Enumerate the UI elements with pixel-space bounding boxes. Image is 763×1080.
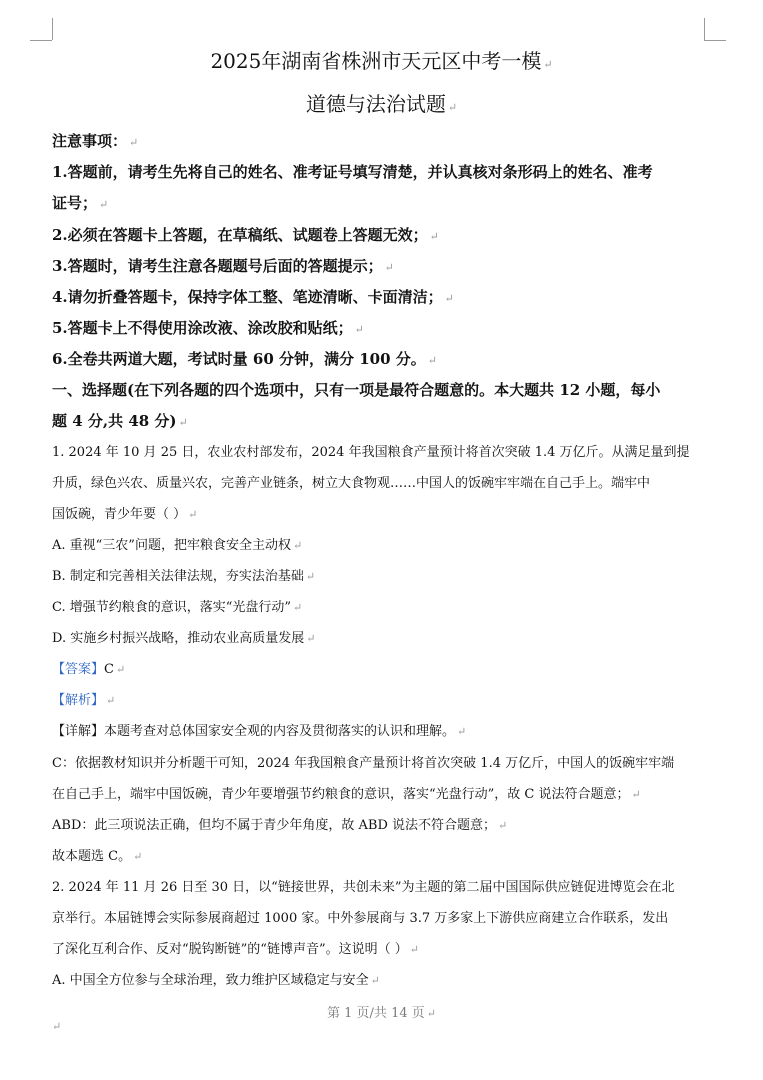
note-line: 5.答题卡上不得使用涂改液、涂改胶和贴纸； ↵ [52,319,364,337]
section-heading: 题 4 分,共 48 分) ↵ [52,412,188,430]
answer-line: 【答案】C ↵ [52,662,126,677]
explanation-line: 故本题选 C。 ↵ [52,849,143,864]
note-line: 2.必须在答题卡上答题，在草稿纸、试题卷上答题无效； ↵ [52,226,439,244]
notes-heading: 注意事项： ↵ [52,132,139,150]
end-paragraph-mark: ↵ [52,1020,62,1033]
crop-mark-top-right [704,18,705,40]
detail-label: 【详解】 [52,724,105,739]
explanation-line: 在自己手上，端牢中国饭碗，青少年要增强节约粮食的意识，落实“光盘行动”，故 C 说法符合题意； ↵ [52,787,641,802]
document-subtitle: 道德与法治试题 ↵ [305,92,458,116]
question-1-option-d: D. 实施乡村振兴战略，推动农业高质量发展 ↵ [52,631,316,646]
question-2-stem: 京举行。本届链博会实际参展商超过 1000 家。中外参展商与 3.7 万多家上下游供应商建立合作联系，发出 [52,911,669,926]
note-line: 4.请勿折叠答题卡，保持字体工整、笔迹清晰、卡面清洁； ↵ [52,288,454,306]
question-1-stem: 1. 2024 年 10 月 25 日，农业农村部发布，2024 年我国粮食产量预计将首次突破 1.4 万亿斤。从满足量到提 [52,445,690,460]
question-1-option-c: C. 增强节约粮食的意识，落实“光盘行动” ↵ [52,600,303,615]
page-footer: 第 1 页/共 14 页 ↵ [327,1006,436,1021]
question-1-option-a: A. 重视“三农”问题，把牢粮食安全主动权 ↵ [52,538,303,553]
answer-label: 【答案】 [52,662,105,677]
note-line: 3.答题时，请考生注意各题题号后面的答题提示； ↵ [52,257,394,275]
explanation-line: C：依据教材知识并分析题干可知，2024 年我国粮食产量预计将首次突破 1.4 万亿斤，中国人的饭碗牢牢端 [52,756,675,771]
crop-mark-top-right [704,40,726,41]
section-heading: 一、选择题(在下列各题的四个选项中，只有一项是最符合题意的。本大题共 12 小题，每小 [52,381,661,399]
question-1-stem: 升质，绿色兴农、质量兴农，完善产业链条，树立大食物观……中国人的饭碗牢牢端在自己手上。端牢中 [52,476,651,491]
crop-mark-top-left [30,40,52,41]
document-title: 2025年湖南省株洲市天元区中考一模 ↵ [210,49,553,73]
detail-line: 【详解】本题考查对总体国家安全观的内容及贯彻落实的认识和理解。 ↵ [52,724,467,739]
analysis-line: 【解析】 ↵ [52,693,116,708]
note-line: 6.全卷共两道大题，考试时量 60 分钟，满分 100 分。 ↵ [52,350,437,368]
explanation-line: ABD：此三项说法正确，但均不属于青少年角度，故 ABD 说法不符合题意； ↵ [52,818,508,833]
question-2-stem: 了深化互利合作、反对“脱钩断链”的“链博声音”。这说明（ ） ↵ [52,942,419,957]
note-line: 证号； ↵ [52,194,109,212]
question-2-option-a: A. 中国全方位参与全球治理，致力维护区域稳定与安全 ↵ [52,973,380,988]
answer-value: C [104,662,114,677]
question-1-option-b: B. 制定和完善相关法律法规，夯实法治基础 ↵ [52,569,316,584]
question-2-stem: 2. 2024 年 11 月 26 日至 30 日，以“链接世界，共创未来”为主题的第二届中国国际供应链促进博览会在北 [52,880,675,895]
crop-mark-top-left [52,18,53,40]
note-line: 1.答题前，请考生先将自己的姓名、准考证号填写清楚，并认真核对条形码上的姓名、准考 [52,163,653,181]
question-1-stem: 国饭碗，青少年要（ ） ↵ [52,507,198,522]
